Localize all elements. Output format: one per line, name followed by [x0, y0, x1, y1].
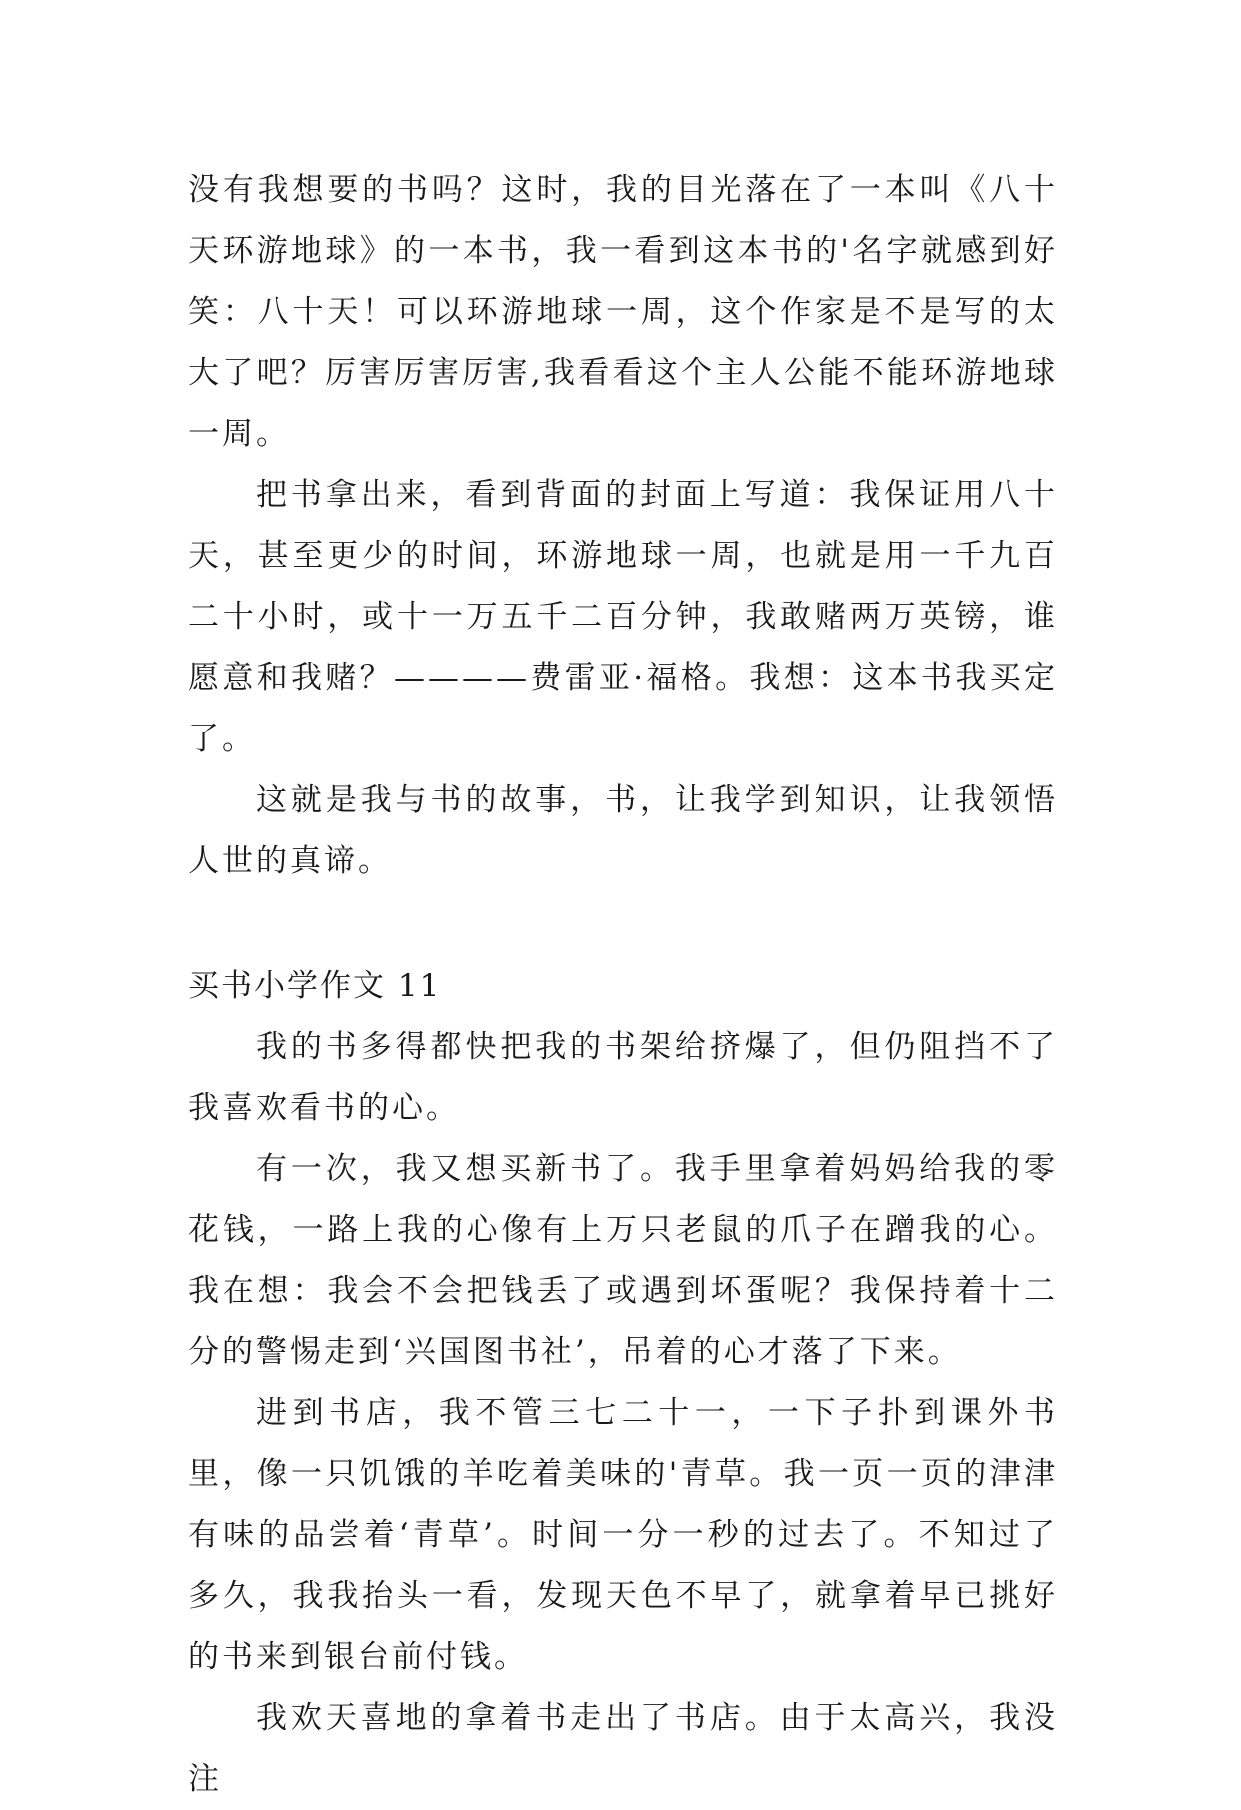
paragraph-continuation: 没有我想要的书吗？这时，我的目光落在了一本叫《八十天环游地球》的一本书，我一看到这本书的'名字就感到好笑：八十天！可以环游地球一周，这个作家是不是写的太大了吧？厉害厉害厉害,我看看这个主人公能不能环游地球一周。	[188, 172, 1058, 452]
section-title: 买书小学作文 11	[188, 968, 442, 1004]
section-header	[188, 956, 1058, 1017]
paragraph-in-bookstore: 进到书店，我不管三七二十一，一下子扑到课外书里，像一只饥饿的羊吃着美味的'青草。我一页一页的津津有味的品尝着‘青草’。时间一分一秒的过去了。不知过了多久，我我抬头一看，发现天色不早了，就拿着早已挑好的书来到银台前付钱。	[188, 1395, 1058, 1675]
document-body	[188, 160, 1058, 1810]
paragraph-story-conclusion: 这就是我与书的故事，书，让我学到知识，让我领悟人世的真谛。	[188, 782, 1058, 879]
paragraph-going-to-buy: 有一次，我又想买新书了。我手里拿着妈妈给我的零花钱，一路上我的心像有上万只老鼠的爪子在蹭我的心。我在想：我会不会把钱丢了或遇到坏蛋呢？我保持着十二分的警惕走到‘兴国图书社’，吊着的心才落了下来。	[188, 1151, 1058, 1370]
paragraph-book-back-cover: 把书拿出来，看到背面的封面上写道：我保证用八十天，甚至更少的时间，环游地球一周，也就是用一千九百二十小时，或十一万五千二百分钟，我敢赌两万英镑，谁愿意和我赌？————费雷亚·福格。我想：这本书我买定了。	[188, 477, 1058, 757]
paragraph-intro: 我的书多得都快把我的书架给挤爆了，但仍阻挡不了我喜欢看书的心。	[188, 1029, 1058, 1126]
paragraph-leaving-store: 我欢天喜地的拿着书走出了书店。由于太高兴，我没注	[188, 1700, 1058, 1797]
